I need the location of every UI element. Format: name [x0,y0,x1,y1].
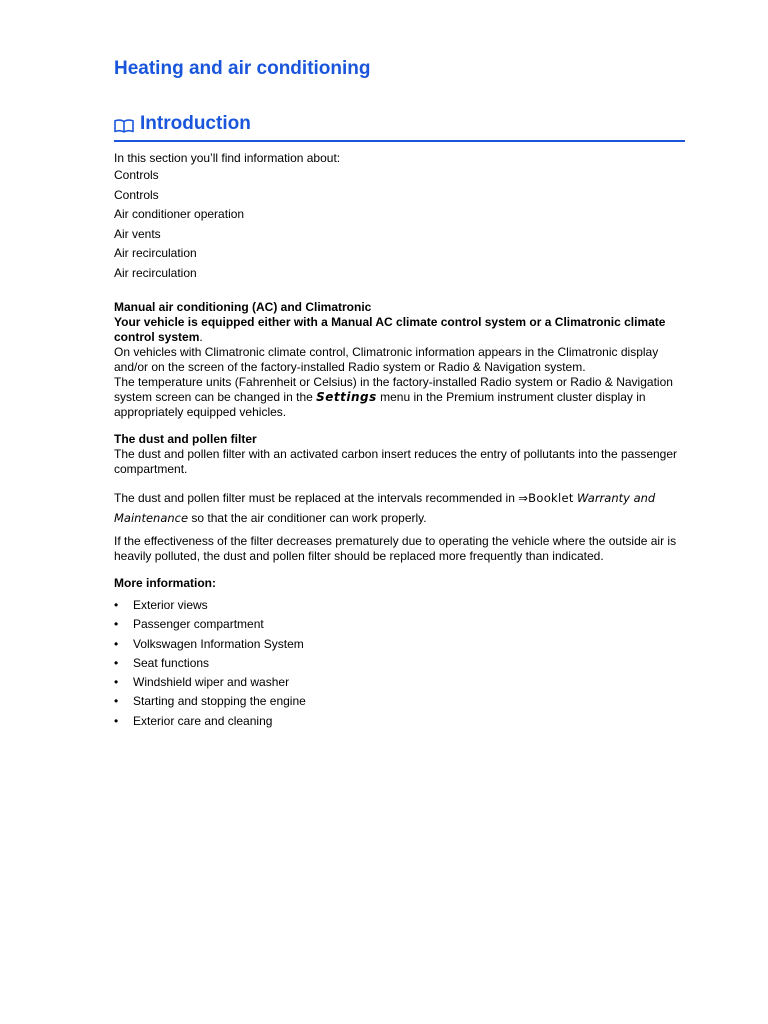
more-info-link[interactable]: Volkswagen Information System [133,636,304,651]
topic-link[interactable]: Air recirculation [114,246,197,260]
bullet-icon: • [114,598,119,612]
section-title: Introduction [140,113,251,134]
subheading-manual-ac: Manual air conditioning (AC) and Climatronic [114,300,372,314]
more-info-list [114,596,686,731]
filter-paragraph-3: If the effectiveness of the filter decreases prematurely due to operating the vehicle where the outside air is heavily polluted, the dust and pollen filter should be replaced more frequently than indicated. [114,534,677,563]
more-info-item[interactable] [114,712,686,731]
filter-text-start: The dust and pollen filter must be replaced at the intervals recommended in [114,491,519,505]
more-info-link[interactable]: Seat functions [133,655,210,670]
bullet-icon: • [114,636,119,651]
section-body [114,151,686,731]
filter-paragraph-1: The dust and pollen filter with an activated carbon insert reduces the entry of pollutants into the passenger compartment. [114,447,678,476]
more-info-link[interactable]: Starting and stopping the engine [133,694,306,709]
intro-text: In this section you’ll find information about: [114,151,341,165]
topic-link[interactable]: Controls [114,187,159,202]
more-info-item[interactable] [114,615,686,634]
topic-link[interactable]: Air vents [114,226,161,241]
temperature-paragraph [114,375,686,420]
more-info-link[interactable]: Passenger compartment [133,617,264,632]
bullet-icon: • [114,713,119,728]
more-info-link[interactable]: Exterior care and cleaning [133,713,273,728]
equipped-bold-text: Your vehicle is equipped either with a Manual AC climate control system or a Climatronic climate control system [114,315,666,344]
more-info-item[interactable] [114,635,686,654]
climatronic-paragraph: On vehicles with Climatronic climate control, Climatronic information appears in the Climatronic display and/or on the screen of the factory-installed Radio system or Radio & Navigation system. [114,345,659,374]
equipped-period: . [199,330,203,344]
topic-list [114,166,686,283]
equipped-paragraph [114,315,686,345]
subheading-dust-filter: The dust and pollen filter [114,432,257,446]
bullet-icon: • [114,655,119,670]
filter-text-end: so that the air conditioner can work properly. [188,511,427,525]
temp-text-end: menu in the Premium instrument cluster display in appropriately equipped vehicles. [114,390,646,419]
bullet-icon: • [114,617,119,632]
temp-text-start: The temperature units (Fahrenheit or Celsius) in the factory-installed Radio system or Radio & Navigation system screen can be changed in the [114,375,673,404]
more-info-link[interactable]: Exterior views [133,598,208,612]
topic-link[interactable]: Controls [114,168,159,182]
bullet-icon: • [114,694,119,709]
open-book-icon [114,119,134,133]
more-info-item[interactable] [114,692,686,711]
more-info-item[interactable] [114,654,686,673]
warranty-maintenance-link[interactable]: Warranty and Maintenance [114,491,656,525]
page-title: Heating and air conditioning [114,58,371,79]
cross-reference-arrow: ⇒ [518,491,529,505]
topic-link[interactable]: Air recirculation [114,265,197,280]
bullet-icon: • [114,675,119,690]
more-info-heading: More information: [114,576,216,590]
more-info-item[interactable] [114,596,686,615]
settings-menu-name: Settings [316,390,377,404]
booklet-link[interactable]: Booklet [528,491,574,505]
filter-paragraph-2 [114,488,686,528]
topic-link[interactable]: Air conditioner operation [114,207,245,221]
section-header [114,113,685,142]
more-info-item[interactable] [114,673,686,692]
more-info-link[interactable]: Windshield wiper and washer [133,675,290,690]
